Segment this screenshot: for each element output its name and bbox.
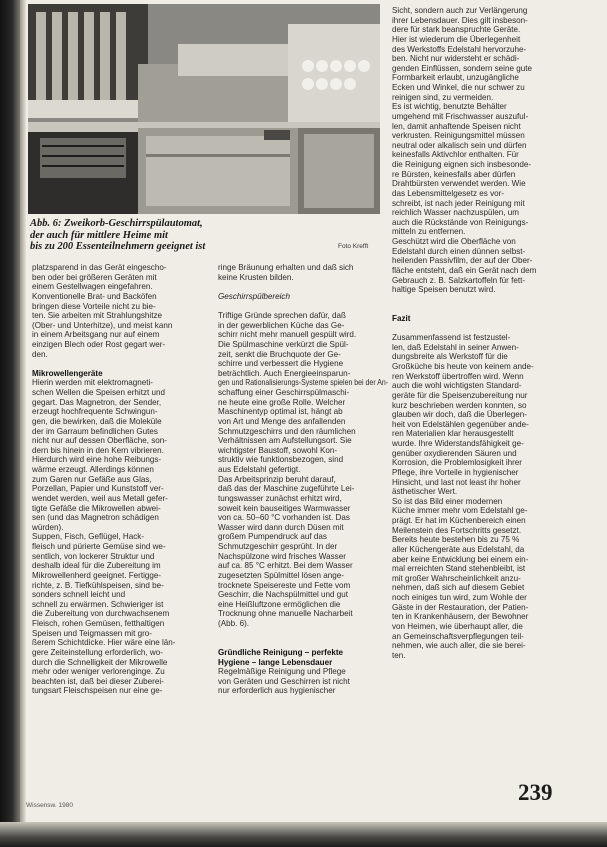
section-heading: Gründliche Reinigung – perfekte xyxy=(218,647,344,657)
text-line: Hierin werden mit elektromagneti- xyxy=(32,378,154,388)
section-heading: Fazit xyxy=(392,313,411,323)
text-line: beträchtlich. Auch Energieeinsparun- xyxy=(218,368,351,378)
dishwasher-photo-illustration xyxy=(28,4,380,214)
text-line: das Lebensmittelgesetz es vor- xyxy=(392,188,505,198)
text-line: len, daß Edelstahl in seiner Anwen- xyxy=(392,342,519,352)
caption-line: der auch für mittlere Heime mit xyxy=(30,229,168,241)
text-line: Die Spülmaschine verkürzt die Spül- xyxy=(218,339,349,349)
text-line: heit von Edelstählen gegenüber ande- xyxy=(392,419,529,429)
text-line: auch die Rückstände von Reinigungs- xyxy=(392,217,529,227)
text-line: bringen diese Vorteile nicht zu bie- xyxy=(32,301,156,311)
text-line: Hinsicht, und last not least ihr hoher xyxy=(392,477,521,487)
paragraph-gap xyxy=(392,304,564,314)
text-line: nicht nur auf dessen Oberfläche, son- xyxy=(32,436,167,446)
text-line: reichlich Wasser nachzuspülen, um xyxy=(392,208,520,218)
text-line: die Reinigung eignen sich insbesonde- xyxy=(392,160,532,169)
text-line: Speisen und Teigmassen mit gro- xyxy=(32,628,152,638)
text-line: Drahtbürsten verwendet werden. Wie xyxy=(392,179,526,189)
text-line: wendet werden, weil aus Metall gefer- xyxy=(32,493,168,503)
page-number: 239 xyxy=(518,780,553,805)
text-line: ben oder bei größeren Geräten mit xyxy=(32,272,157,282)
text-line: neutral oder alkalisch sein und dürfen xyxy=(392,140,527,150)
text-line: haltige Speisen benutzt wird. xyxy=(392,285,496,295)
text-line: keinesfalls Aktivchlor enthalten. Für xyxy=(392,150,519,160)
text-line: schreibt, ist nach jeder Reinigung mit xyxy=(392,198,525,208)
text-line: die Zubereitung von durchwachsenem xyxy=(32,609,170,619)
dishwasher-photo xyxy=(28,4,380,214)
text-line: von Heimen, wie überhaupt aller, die xyxy=(392,621,523,631)
text-line: genüber oxydierenden Säuren und xyxy=(392,448,517,458)
text-line: ne heute eine große Rolle. Welcher xyxy=(218,397,346,407)
text-line: großem Pumpendruck auf das xyxy=(218,532,327,542)
text-line: umgehend mit Frischwasser auszuful- xyxy=(392,111,529,121)
text-line: tigte Gefäße die Mikrowellen abwei- xyxy=(32,503,161,513)
text-line: Porzellan, Papier und Kunststoff ver- xyxy=(32,484,164,494)
text-line: Sicht, sondern auch zur Verlängerung xyxy=(392,6,528,15)
text-line: an Gemeinschaftsverpflegungen teil- xyxy=(392,631,524,641)
text-line: nehmen, daß sich auf diesem Gebiet xyxy=(392,583,525,593)
text-line: Das Arbeitsprinzip beruht darauf, xyxy=(218,474,336,484)
text-line: auf ca. 85 °C erhitzt. Bei dem Wasser xyxy=(218,561,353,571)
text-line: heilenden Passivfilm, der auf der Ober- xyxy=(392,256,533,266)
paragraph-gap xyxy=(392,324,564,334)
text-line: Schmutzgeschirrs und den räumlichen xyxy=(218,426,356,436)
text-line: Triftige Gründe sprechen dafür, daß xyxy=(218,311,346,321)
text-line: beachten ist, daß bei dieser Zuberei- xyxy=(32,676,164,686)
paragraph-gap xyxy=(218,638,388,648)
text-line: Maschinentyp optimal ist, hängt ab xyxy=(218,407,343,417)
text-line: ten in Krankenhäusern, der Bewohner xyxy=(392,612,529,622)
text-line: des Werkstoffs Edelstahl hervorzuhe- xyxy=(392,44,527,54)
text-line: Es ist wichtig, benutzte Behälter xyxy=(392,102,507,112)
text-line: aller Küchengeräte aus Edelstahl, da xyxy=(392,544,525,554)
text-line: mit großer Wahrscheinlichkeit anzu- xyxy=(392,573,521,583)
text-column-left xyxy=(32,263,182,696)
text-line: Gebrauch z. B. Salzkartoffeln für fett- xyxy=(392,275,526,285)
text-line: schirre und verbessert die Hygiene xyxy=(218,359,344,369)
text-line: eine Heißluftzone ermöglichen die xyxy=(218,599,341,609)
text-line: (Ober- und Unterhitze), und meist kann xyxy=(32,320,173,330)
text-line: sonders schnell leicht und xyxy=(32,590,126,600)
paragraph-gap xyxy=(32,359,182,369)
text-line: fleisch und pürierte Gemüse sind we- xyxy=(32,542,166,552)
text-line: Gäste in der Restauration, der Patien- xyxy=(392,602,529,612)
text-line: von Geräten und Geschirren ist nicht xyxy=(218,676,350,686)
text-line: wurde. Ihre Widerstandsfähigkeit ge- xyxy=(392,439,524,449)
text-line: Trocknung ohne manuelle Nacharbeit xyxy=(218,609,353,619)
text-line: einzigen Blech oder Rost gegart wer- xyxy=(32,340,166,349)
text-line: zeit, senkt die Bruchquote der Ge- xyxy=(218,349,341,359)
text-line: sen (und das Magnetron schädigen xyxy=(32,513,159,523)
text-line: einem Gestellwagen eingefahren. xyxy=(32,282,153,292)
text-line: Edelstahl durch einen dünnen selbst- xyxy=(392,246,526,256)
text-line: trocknete Speisereste und Fette vom xyxy=(218,580,351,590)
text-line: schnell zu erwärmen. Schwieriger ist xyxy=(32,599,164,609)
text-line: Regelmäßige Reinigung und Pflege xyxy=(218,667,346,677)
footer-note: Wissensw. 1980 xyxy=(26,802,73,809)
text-line: Mikrowellenherd geeignet. Fertigge- xyxy=(32,570,162,580)
text-line: reinigen sind, zu vermeiden. xyxy=(392,92,494,102)
photo-credit: Foto Krefft xyxy=(338,243,369,250)
figure-caption xyxy=(30,218,380,253)
text-line: Geschützt wird die Oberfläche von xyxy=(392,237,516,246)
scan-binding-shadow xyxy=(0,0,20,847)
text-line: deshalb ideal für die Zubereitung im xyxy=(32,561,161,571)
text-line: Hierdurch wird eine hohe Reibungs- xyxy=(32,455,162,465)
text-line: in der gewerblichen Küche das Ge- xyxy=(218,320,345,330)
paragraph-gap xyxy=(218,629,388,639)
text-line: dere für stark beanspruchte Geräte. xyxy=(392,25,521,35)
text-line: aus Edelstahl gefertigt. xyxy=(218,465,301,475)
text-line: in einem Arbeitsgang nur auf einem xyxy=(32,330,160,340)
text-line: mal erreichten Stand stehenbleibt, ist xyxy=(392,564,526,574)
text-line: Konventionelle Brat- und Backöfen xyxy=(32,291,157,301)
text-line: mitteln zu entfernen. xyxy=(392,227,466,237)
text-line: Verhältnissen am Aufstellungsort. Sie xyxy=(218,436,352,446)
text-line: ren Werkstoff übertroffen wird. Wenn xyxy=(392,371,524,381)
text-line: Korrosion, die Problemlosigkeit ihrer xyxy=(392,458,523,468)
text-line: So ist das Bild einer modernen xyxy=(392,496,503,506)
text-line: gen, die bewirken, daß die Moleküle xyxy=(32,416,162,426)
text-line: struktiv wie funktionsbezogen, sind xyxy=(218,455,344,465)
section-heading: Mikrowellengeräte xyxy=(32,368,103,378)
text-line: Suppen, Fisch, Geflügel, Hack- xyxy=(32,532,145,542)
text-line: tungswasser zunächst erhitzt wird, xyxy=(218,493,342,503)
text-line: nehmen, wie auch aller, die sie berei- xyxy=(392,641,526,651)
caption-line: bis zu 200 Essenteilnehmern geeignet ist xyxy=(30,241,206,252)
text-line: schen Wellen die Speisen erhitzt und xyxy=(32,388,166,398)
text-line: ben. Nicht nur widersteht er schädi- xyxy=(392,54,520,64)
text-line: tungsart Fleischspeisen nur eine ge- xyxy=(32,686,163,696)
text-line: daß das der Maschine zugeführte Lei- xyxy=(218,484,355,494)
text-line: re Bürsten, keinesfalls aber dürfen xyxy=(392,169,516,179)
text-line: zugesetzten Spülmittel lösen ange- xyxy=(218,570,344,580)
text-line: dern bis hinein in den Kern vibrieren. xyxy=(32,445,164,455)
text-line: Ecken und Winkel, die nur schwer zu xyxy=(392,83,525,92)
text-line: richte, z. B. Tiefkühlspeisen, sind be- xyxy=(32,580,164,590)
text-line: ten. Sie arbeiten mit Strahlungshitze xyxy=(32,311,163,321)
text-line: len, damit anhaftende Speisen nicht xyxy=(392,121,521,131)
text-line: keine Krusten bilden. xyxy=(218,272,294,282)
text-line: Zusammenfassend ist festzustel- xyxy=(392,333,511,343)
text-column-middle xyxy=(218,263,388,696)
text-line: Küche immer mehr vom Edelstahl ge- xyxy=(392,506,528,516)
text-line: dungsbreite als Werkstoff für die xyxy=(392,352,508,362)
text-line: Formbarkeit erlaubt, unzugängliche xyxy=(392,73,519,83)
text-line: Meilenstein des Fortschritts gesetzt. xyxy=(392,525,522,535)
text-line: auch die wohl wichtigsten Standard- xyxy=(392,381,522,391)
text-line: geräte für die Speisenzubereitung nur xyxy=(392,390,528,400)
text-line: soweit kein bauseitiges Warmwasser xyxy=(218,503,351,513)
text-line: ßerem Schichtdicke. Hier wäre eine län- xyxy=(32,638,176,648)
text-line: ihrer Lebensdauer. Dies gilt insbeson- xyxy=(392,15,528,25)
text-line: mehr oder weniger verlorenginge. Zu xyxy=(32,667,165,677)
text-line: Schmutzgeschirr gesprüht. In der xyxy=(218,542,338,552)
paragraph-gap xyxy=(218,301,388,311)
text-line: genden Einflüssen, sondern seine gute xyxy=(392,63,532,73)
text-line: nur erforderlich aus hygienischer xyxy=(218,686,336,696)
text-line: glauben wir doch, daß die Überlegen- xyxy=(392,410,527,420)
text-line: gere Zeiteinstellung erforderlich, wo- xyxy=(32,647,163,657)
text-line: (Abb. 6). xyxy=(218,619,250,629)
text-line: zum Garen nur Gefäße aus Glas, xyxy=(32,474,152,484)
text-line: den. xyxy=(32,349,48,359)
text-line: gegart. Das Magnetron, der Sender, xyxy=(32,397,162,407)
section-heading: Geschirrspülbereich xyxy=(218,291,290,301)
text-line: gen und Rationalisierungs-Systeme spielen bei der An- xyxy=(218,378,389,388)
section-heading: Hygiene – lange Lebensdauer xyxy=(218,657,333,667)
scan-bottom-shadow xyxy=(0,822,607,847)
caption-line: Abb. 6: Zweikorb-Geschirrspülautomat, xyxy=(30,218,203,229)
text-line: aber keine Entwicklung bei einem ein- xyxy=(392,554,529,564)
text-line: ästhetischer Wert. xyxy=(392,487,458,497)
text-line: noch einiges tun wird, zum Wohle der xyxy=(392,593,527,603)
text-line: Fleisch, rohen Gemüsen, fetthaltigen xyxy=(32,619,165,629)
text-line: von ca. 50–60 °C vorhanden ist. Das xyxy=(218,513,350,523)
text-line: Großküche bis heute von keinem ande- xyxy=(392,362,534,372)
text-line: fläche entsteht, daß ein Gerät nach dem xyxy=(392,265,537,275)
text-column-right xyxy=(392,6,564,660)
text-line: schirr nicht mehr manuell gespült wird. xyxy=(218,330,357,340)
text-line: Bereits heute bestehen bis zu 75 % xyxy=(392,535,520,545)
text-line: ringe Bräunung erhalten und daß sich xyxy=(218,263,354,272)
text-line: ren Materialien klar herausgestellt xyxy=(392,429,514,439)
text-line: Hier ist wiederum die Überlegenheit xyxy=(392,34,521,44)
paragraph-gap xyxy=(218,282,388,292)
paragraph-gap xyxy=(392,295,564,305)
text-line: von Art und Menge des anfallenden xyxy=(218,416,346,426)
text-line: verkrusten. Reinigungsmittel müssen xyxy=(392,131,525,141)
text-line: sentlich, von lockerer Struktur und xyxy=(32,551,155,561)
text-line: erzeugt hochfrequente Schwingun- xyxy=(32,407,158,417)
text-line: prägt. Er hat im Küchenbereich einen xyxy=(392,516,526,526)
text-line: Nachspülzone wird frisches Wasser xyxy=(218,551,346,561)
text-line: Pflege, ihre Vorteile in hygienischer xyxy=(392,467,519,477)
text-line: Wasser wird dann durch Düsen mit xyxy=(218,522,344,532)
text-line: der im Garraum befindlichen Gutes xyxy=(32,426,158,436)
text-line: schaffung einer Geschirrspülmaschi- xyxy=(218,388,350,398)
text-line: Geschirr, die Nachspülmittel und gut xyxy=(218,590,349,600)
scan-binding-edge xyxy=(20,0,26,847)
text-line: kurz beschrieben werden konnten, so xyxy=(392,400,527,410)
text-line: platzsparend in das Gerät eingescho- xyxy=(32,263,167,272)
text-line: wichtigster Baustoff, sowohl Kon- xyxy=(218,445,338,455)
text-line: würden). xyxy=(32,522,64,532)
text-line: durch die Schnelligkeit der Mikrowelle xyxy=(32,657,168,667)
text-line: ten. xyxy=(392,650,406,660)
text-line: wärme erzeugt. Allerdings können xyxy=(32,465,154,475)
